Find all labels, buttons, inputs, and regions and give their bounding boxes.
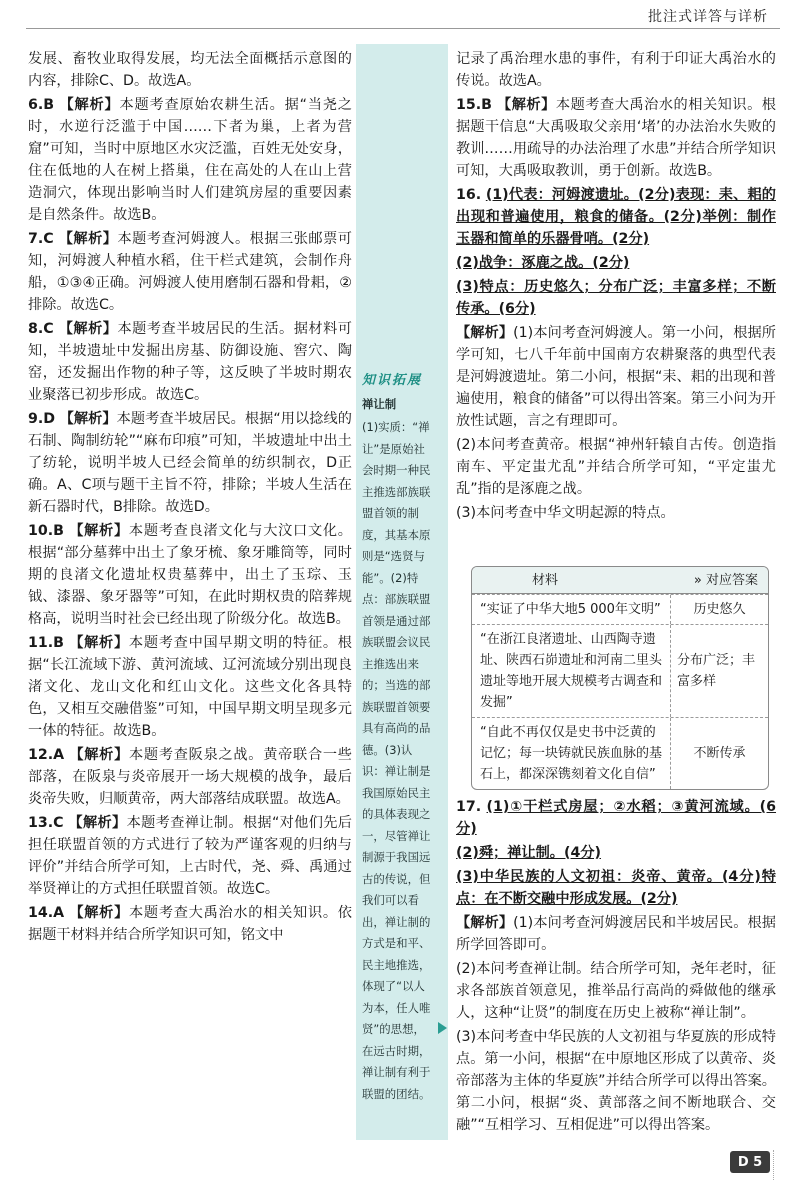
analysis-text: (1)本问考查河姆渡居民和半坡居民。根据所学回答即可。 [456,915,776,953]
header-divider [26,28,780,29]
analysis-tag: 【解析】 [456,325,514,341]
analysis-tag: 【解析】 [69,635,129,651]
answer-item-16 [456,184,776,250]
answer-item-14 [28,902,352,946]
analysis-17-2: (2)本问考查禅让制。结合所学可知，尧年老时，征求各部族首领意见，推举品行高尚的舜做他的继承人，这种“让贤”的制度在历史上被称“禅让制”。 [456,961,776,1021]
table-row [472,594,768,624]
answer-item-7 [28,228,352,316]
question-number: 8. [28,321,44,337]
material-cell: “自此不再仅仅是史书中泛黄的记忆；每一块铸就民族血脉的基石上，都深深镌刻着文化自信” [472,718,671,789]
analysis-tag: 【解析】 [497,97,556,113]
question-number: 16. [456,187,482,203]
table-row [472,624,768,717]
answer-item-9 [28,408,352,518]
sidebar-subtitle: 禅让制 [362,396,397,411]
analysis-17-3: (3)本问考查中华民族的人文初祖与华夏族的形成特点。第一小问，根据“在中原地区形成了以黄帝、炎帝部落为主体的华夏族”并结合所学可以得出答案。第二小问，根据“炎、黄部落之间不断地联合、交融”“互相学习、互相促进”可以得出答案。 [456,1029,776,1133]
analysis-tag: 【解析】 [58,231,118,247]
answer-letter: B [481,97,492,113]
analysis-text: 本题考查中国早期文明的特征。根据“长江流域下游、黄河流域、辽河流域分别出现良渚文化、龙山文化和红山文化。这些文化各具特色，又相互交融借鉴”可知，中国早期文明呈现多元一体的特征。故选B。 [28,635,352,739]
analysis-16-3: (3)本问考查中华文明起源的特点。 [456,505,675,521]
question-number: 6. [28,97,44,113]
question-number: 11. [28,635,54,651]
analysis-tag: 【解析】 [69,905,130,921]
answer-letter: B [43,97,55,113]
analysis-16-1 [456,322,776,432]
sidebar-body: (1)实质：“禅让”是原始社会时期一种民主推选部族联盟首领的制度，其基本原则是“选贤与能”。(2)特点：部族联盟首领是通过部族联盟会议民主推选出来的；当选的部族联盟首领要具有高尚的品德。(3)认识：禅让制是我国原始民主的具体表现之一，尽管禅让制源于我国远古的传说，但我们可以看出，禅让制的方式是和平、民主地推选，体现了“以人为本，任人唯贤”的思想，在远古时期，禅让制有利于联盟的团结。 [362,420,431,1101]
header-answer: » 对应答案 [693,572,758,588]
analysis-tag: 【解析】 [69,523,129,539]
continued-paragraph: 发展、畜牧业取得发展，均无法全面概括示意图的内容，排除C、D。故选A。 [28,51,352,89]
sidebar-title: 知识拓展 [362,373,423,388]
page-edge-decoration [773,1150,794,1180]
analysis-tag: 【解析】 [68,815,127,831]
answer-letter: A [53,747,65,763]
answer-part-2: (2)舜；禅让制。(4分) [456,845,601,861]
material-answer-table [471,566,769,790]
knowledge-sidebar [356,44,448,1140]
answer-item-8 [28,318,352,406]
answer-letter: D [43,411,56,427]
answer-cell: 历史悠久 [693,602,746,617]
analysis-text: 本题考查禅让制。根据“对他们先后担任联盟首领的方式进行了较为严谨客观的归纳与评价”并结合所学可知，上古时代，尧、舜、禹通过举贤禅让的方式担任联盟首领。故选C。 [28,815,352,897]
answer-item-6 [28,94,352,226]
analysis-tag: 【解析】 [58,321,118,337]
question-number: 14. [28,905,54,921]
right-column-lower [456,796,776,1138]
question-number: 12. [28,747,54,763]
table-header [472,567,768,594]
answer-letter: A [53,905,65,921]
question-number: 13. [28,815,54,831]
analysis-text: (1)本问考查河姆渡人。第一小问，根据所学可知，七八千年前中国南方农耕聚落的典型代表是河姆渡遗址。第二小问，根据“耒、耜的出现和普遍使用，粮食的储备”可以得出答案。第三小问为开放性试题，言之有理即可。 [456,325,776,429]
answer-part-3: (3)特点：历史悠久；分布广泛；丰富多样；不断传承。(6分) [456,279,776,317]
left-column [28,48,352,948]
pointer-arrow-icon [438,1022,447,1034]
analysis-tag: 【解析】 [59,411,117,427]
analysis-16-2: (2)本问考查黄帝。根据“神州轩辕自古传。创造指南车、平定蚩尤乱”并结合所学可知，“平定蚩尤乱”指的是涿鹿之战。 [456,437,776,497]
page-number-badge: D 5 [730,1151,770,1173]
analysis-text: 本题考查半坡居民的生活。据材料可知，半坡遗址中发掘出房基、防御设施、窖穴、陶窑，还发掘出作物的种子等，这反映了半坡时期农业聚落已初步形成。故选C。 [28,321,352,403]
answer-cell: 不断传承 [693,746,746,761]
answer-letter: C [43,231,54,247]
analysis-text: 本题考查阪泉之战。黄帝联合一些部落，在阪泉与炎帝展开一场大规模的战争，最后炎帝失败，归顺黄帝，两大部落结成联盟。故选A。 [28,747,352,807]
analysis-text: 本题考查河姆渡人。根据三张邮票可知，河姆渡人种植水稻，住干栏式建筑，会制作舟船，①③④正确。河姆渡人使用磨制石器和骨耜，②排除。故选C。 [28,231,352,313]
question-number: 10. [28,523,54,539]
question-number: 9. [28,411,44,427]
answer-item-17 [456,796,776,840]
answer-letter: C [43,321,54,337]
analysis-tag: 【解析】 [456,915,514,931]
material-cell: “实证了中华大地5 000年文明” [472,595,671,624]
table-row [472,717,768,789]
header-material: 材料 [532,572,559,588]
question-number: 17. [456,799,482,815]
answer-letter: B [53,635,64,651]
answer-item-12 [28,744,352,810]
answer-part-2: (2)战争：涿鹿之战。(2分) [456,255,630,271]
analysis-tag: 【解析】 [59,97,120,113]
question-number: 7. [28,231,44,247]
answer-part-3: (3)中华民族的人文初祖：炎帝、黄帝。(4分)特点：在不断交融中形成发展。(2分) [456,869,776,907]
answer-item-15 [456,94,776,182]
continued-paragraph: 记录了禹治理水患的事件，有利于印证大禹治水的传说。故选A。 [456,51,776,89]
answer-item-11 [28,632,352,742]
analysis-text: 本题考查原始农耕生活。据“当尧之时，水逆行泛滥于中国……下者为巢，上者为营窟”可知，当时中原地区水灾泛滥，百姓无处安身，住在低地的人在树上搭巢，住在高处的人在山上营造洞穴，体现出影响当时人们建筑房屋的重要因素是自然条件。故选B。 [28,97,352,223]
analysis-tag: 【解析】 [69,747,130,763]
right-column [456,48,776,526]
answer-letter: B [53,523,64,539]
answer-part-1: (1)①干栏式房屋；②水稻；③黄河流域。(6分) [456,799,777,837]
analysis-text: 本题考查半坡居民。根据“用以捻线的石制、陶制纺轮”“麻布印痕”可知，半坡遗址中出土了纺轮，说明半坡人已经会简单的纺织制衣，D正确。A、C项与题干主旨不符，排除；半坡人生活在新石器时代，B排除。故选D。 [28,411,352,515]
page-header-title: 批注式详答与详析 [648,9,768,25]
answer-part-1: (1)代表：河姆渡遗址。(2分)表现：耒、耜的出现和普遍使用，粮食的储备。(2分)举例：制作玉器和简单的乐器骨哨。(2分) [456,187,776,247]
question-number: 15. [456,97,482,113]
analysis-17-1 [456,912,776,956]
answer-cell: 分布广泛；丰富多样 [677,653,756,689]
analysis-text: 本题考查大禹治水的相关知识。依据题干材料并结合所学知识可知，铭文中 [28,905,352,943]
analysis-text: 本题考查良渚文化与大汶口文化。根据“部分墓葬中出土了象牙梳、象牙雕筒等，同时期的良渚文化遗址权贵墓葬中，出土了玉琮、玉钺、漆器、象牙器等”可知，在此时期权贵的陪葬规格高，说明当时社会已经出现了阶级分化。故选B。 [28,523,352,627]
analysis-text: 本题考查大禹治水的相关知识。根据题干信息“大禹吸取父亲用‘堵’的办法治水失败的教训……用疏导的办法治理了水患”并结合所学知识可知，大禹吸取教训，勇于创新。故选B。 [456,97,776,179]
answer-item-10 [28,520,352,630]
sidebar-content [362,370,432,1105]
answer-letter: C [53,815,64,831]
answer-item-13 [28,812,352,900]
material-cell: “在浙江良渚遗址、山西陶寺遗址、陕西石峁遗址和河南二里头遗址等地开展大规模考古调查和发掘” [472,625,671,717]
